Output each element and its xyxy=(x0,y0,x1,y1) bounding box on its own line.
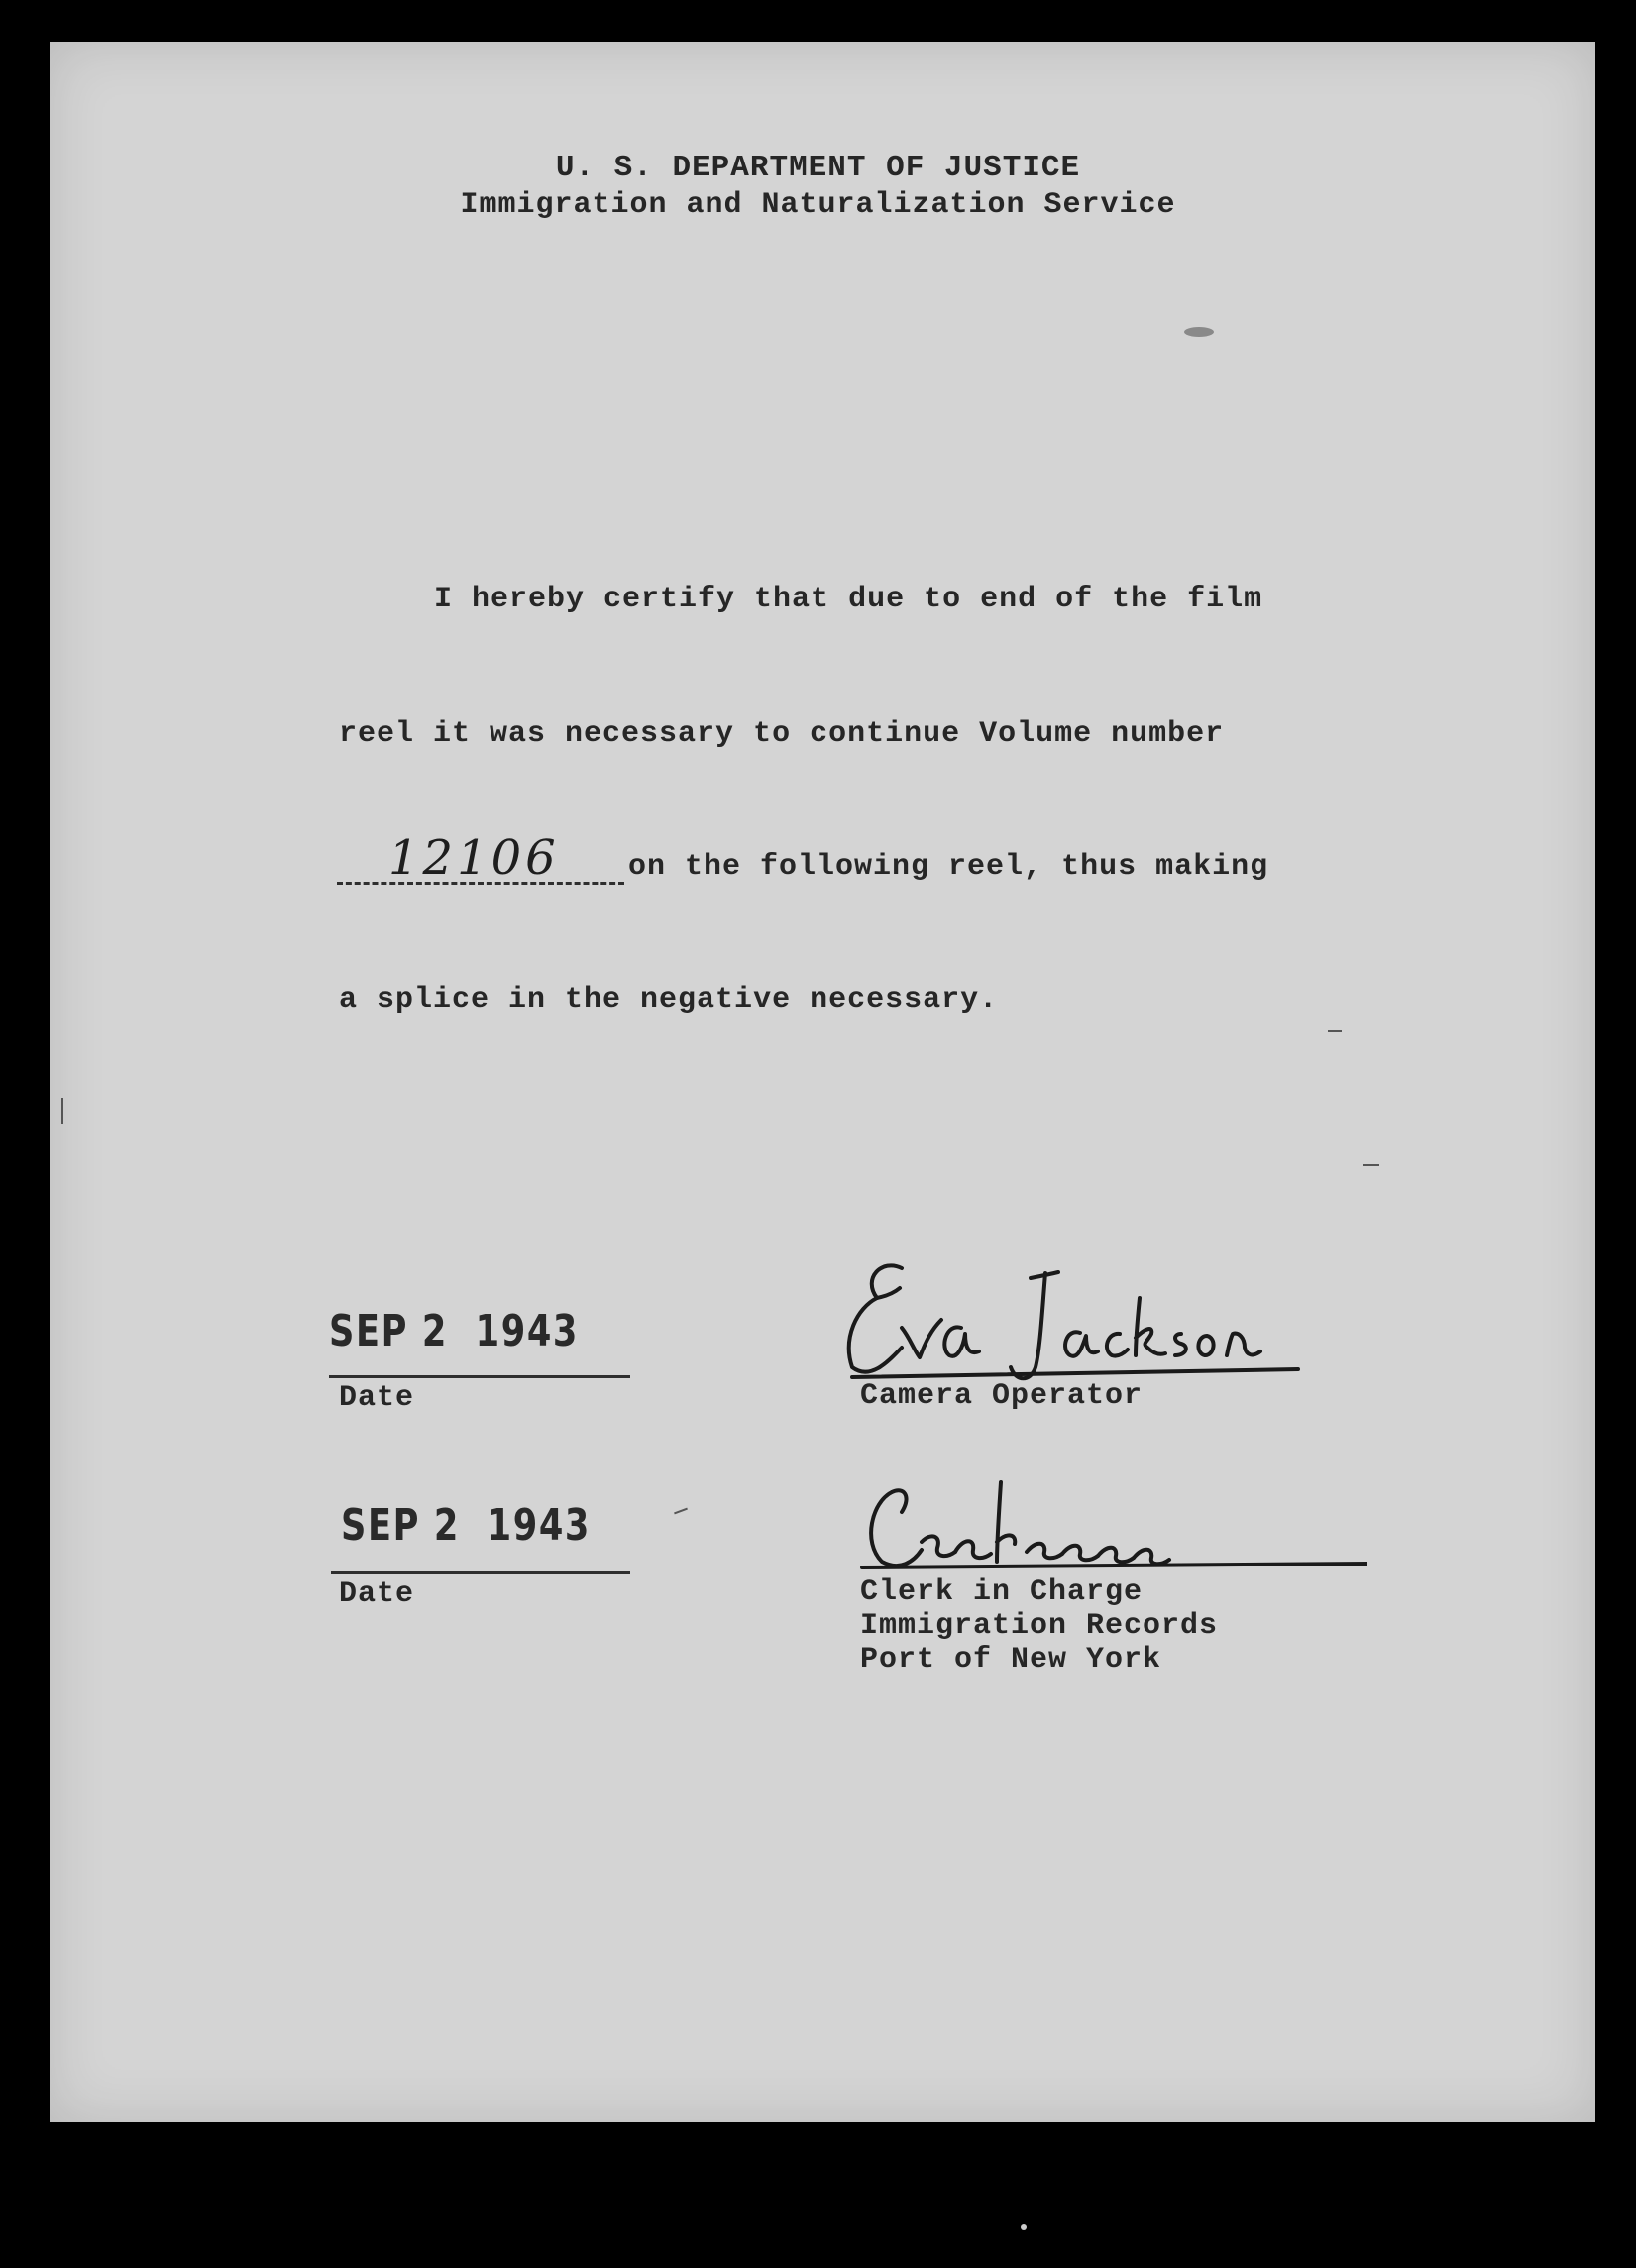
certificate-line-2: reel it was necessary to continue Volume number xyxy=(339,717,1225,751)
service-heading: Immigration and Naturalization Service xyxy=(460,188,1176,222)
certificate-line-4: a splice in the negative necessary. xyxy=(339,983,999,1017)
scan-speck xyxy=(1184,327,1214,337)
date-stamp-2: SEP 2 1943 xyxy=(341,1500,592,1551)
clerk-title-line-1: Clerk in Charge xyxy=(860,1575,1144,1609)
clerk-in-charge-signature xyxy=(852,1472,1367,1581)
scan-speck xyxy=(1328,1030,1342,1032)
certificate-line-1: I hereby certify that due to end of the film xyxy=(434,583,1263,616)
date-label-2: Date xyxy=(339,1577,415,1611)
scan-speck xyxy=(1021,2224,1027,2230)
camera-operator-signature xyxy=(832,1239,1308,1387)
date-line-2 xyxy=(331,1571,630,1574)
date-label-1: Date xyxy=(339,1381,415,1415)
clerk-title-line-2: Immigration Records xyxy=(860,1609,1219,1643)
clerk-title-line-3: Port of New York xyxy=(860,1643,1162,1676)
volume-number-handwritten: 12106 xyxy=(388,830,560,886)
scan-speck xyxy=(1363,1164,1379,1166)
date-line-1 xyxy=(329,1375,630,1378)
department-heading: U. S. DEPARTMENT OF JUSTICE xyxy=(555,151,1081,185)
scan-speck xyxy=(61,1098,63,1124)
certificate-line-3: on the following reel, thus making xyxy=(628,850,1269,884)
camera-operator-title: Camera Operator xyxy=(860,1379,1144,1413)
document-page xyxy=(50,42,1595,2122)
date-stamp-1: SEP 2 1943 xyxy=(329,1306,580,1356)
